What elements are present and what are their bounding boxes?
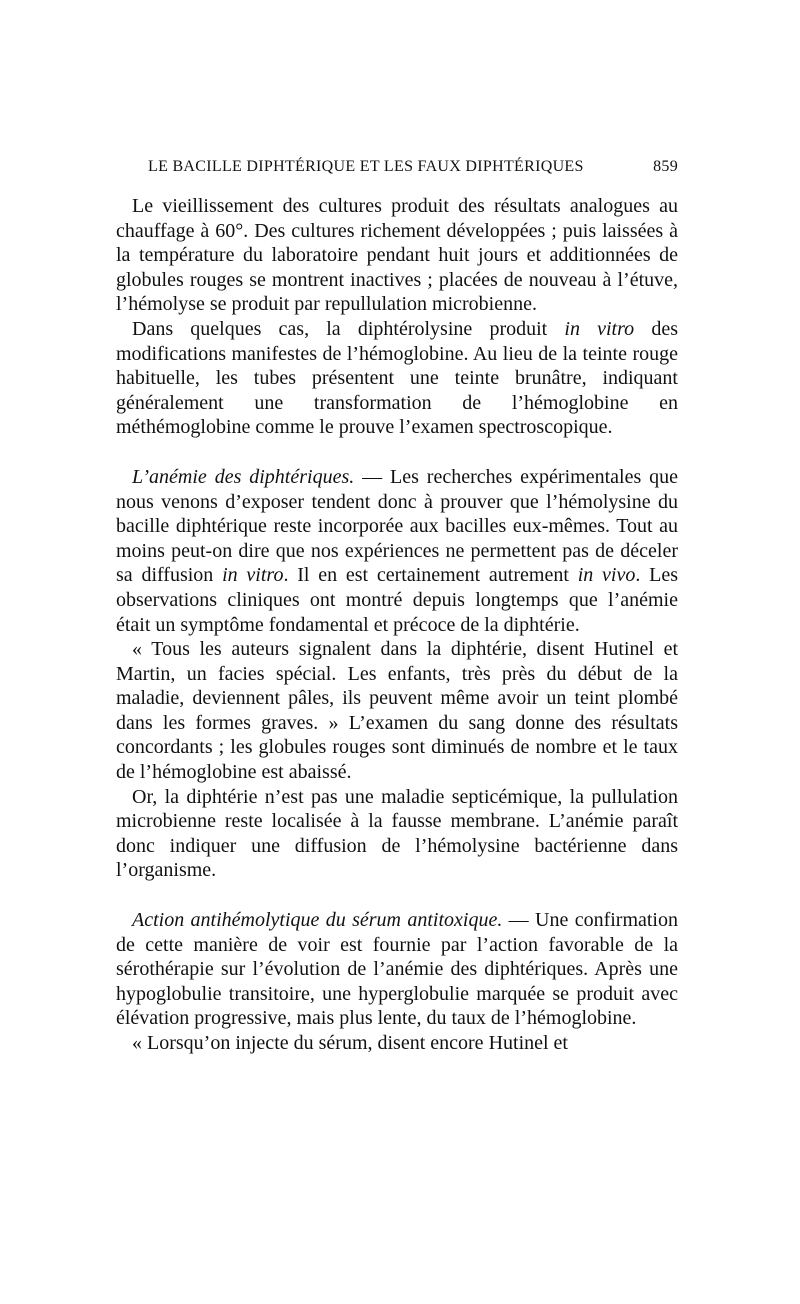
running-head	[148, 158, 678, 176]
italic-term: in vitro	[222, 564, 284, 587]
body-text	[116, 194, 678, 1056]
text-run: Dans quelques cas, la diphtérolysine produit	[132, 317, 565, 340]
italic-term: in vivo	[577, 564, 636, 587]
section-heading-antihemolytic: Action antihémolytique du sérum antitoxique.	[132, 909, 503, 932]
section-spacer	[116, 440, 678, 465]
italic-term: in vitro	[564, 317, 635, 340]
text-run: . Il en est certainement autrement	[283, 564, 578, 587]
paragraph-diphtherolysin	[116, 317, 678, 440]
page-number: 859	[653, 158, 678, 175]
section-spacer	[116, 883, 678, 908]
paragraph-antihemolytic	[116, 908, 678, 1031]
text-run: — Les recherches expérimentales que nous venons d’exposer tendent donc à prouver que l’hémolysine du bacille diphtérique reste incorporée aux bacilles eux-mêmes. Tout au moins peut-on dire que nos expériences ne permettent pas de déceler sa diffusion	[116, 465, 678, 587]
paragraph-quote-hutinel: « Tous les auteurs signalent dans la diphtérie, disent Hutinel et Martin, un facies spécial. Les enfants, très près du début de la maladie, deviennent pâles, ils peuvent même avoir un teint plombé dans les formes graves. » L’examen du sang donne des résultats concordants ; les globules rouges sont diminués de nombre et le taux de l’hémoglobine est abaissé.	[116, 638, 678, 784]
section-heading-anemia: L’anémie des diphtériques.	[132, 465, 355, 488]
paragraph-serum-quote: « Lorsqu’on injecte du sérum, disent encore Hutinel et	[132, 1032, 568, 1054]
paragraph-septicemia: Or, la diphtérie n’est pas une maladie septicémique, la pullulation microbienne reste localisée à la fausse membrane. L’anémie paraît donc indiquer une diffusion de l’hémolysine bactérienne dans l’organisme.	[116, 785, 678, 882]
running-title: LE BACILLE DIPHTÉRIQUE ET LES FAUX DIPHTÉRIQUES	[148, 158, 584, 175]
text-run: — Une confirmation de cette manière de voir est fournie par l’action favorable de la sérothérapie sur l’évolution de l’anémie des diphtériques. Après une hypoglobulie transitoire, une hyperglobulie marquée se produit avec élévation progressive, mais plus lente, du taux de l’hémoglobine.	[116, 909, 678, 1030]
paragraph-cultures-aging: Le vieillissement des cultures produit des résultats analogues au chauffage à 60°. Des cultures richement développées ; puis laissées à la température du laboratoire pendant huit jours et additionnées de globules rouges se montrent inactives ; placées de nouveau à l’étuve, l’hémolyse se produit par repullulation microbienne.	[116, 195, 678, 316]
text-run: des modifications manifestes de l’hémoglobine. Au lieu de la teinte rouge habituelle, les tubes présentent une teinte brunâtre, indiquant généralement une transformation de l’hémoglobine en méthémoglobine comme le prouve l’examen spectroscopique.	[116, 317, 678, 439]
paragraph-anemia	[116, 465, 678, 637]
text-run: . Les observations cliniques ont montré depuis longtemps que l’anémie était un symptôme fondamental et précoce de la diphtérie.	[116, 564, 679, 636]
